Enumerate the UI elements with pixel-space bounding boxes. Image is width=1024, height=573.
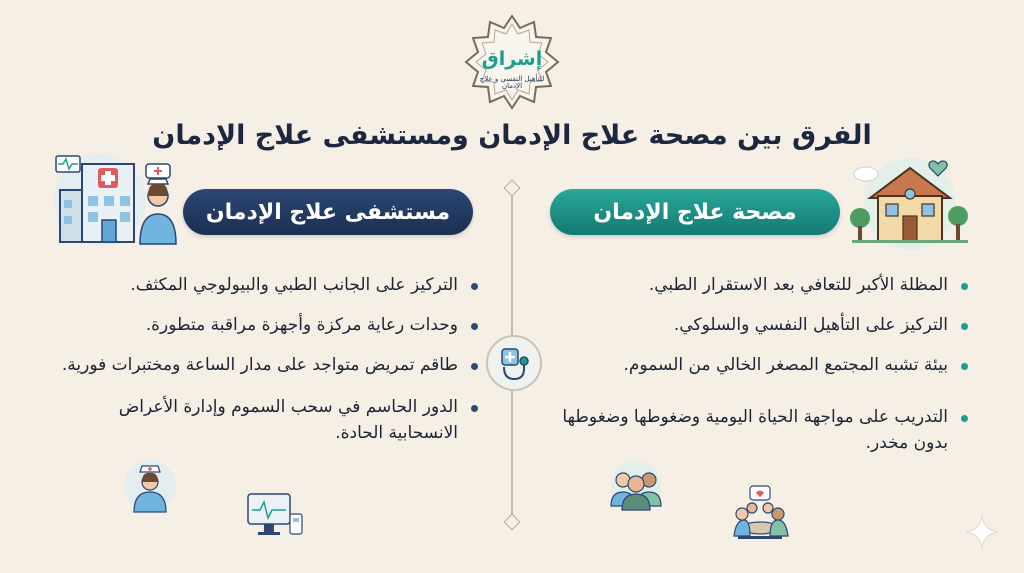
brand-logo xyxy=(462,12,562,112)
list-item: وحدات رعاية مركزة وأجهزة مراقبة متطورة. xyxy=(60,312,480,338)
logo-tagline: للتأهيل النفسي و علاج الإدمان xyxy=(479,75,545,90)
list-item: التدريب على مواجهة الحياة اليومية وضغوطها وضغوطها بدون مخدر. xyxy=(540,404,970,456)
list-item: التركيز على الجانب الطبي والبيولوجي المكثف. xyxy=(60,272,480,298)
monitor-icon xyxy=(246,492,304,542)
list-item: التركيز على التأهيل النفسي والسلوكي. xyxy=(540,312,970,338)
page-title: الفرق بين مصحة علاج الإدمان ومستشفى علاج الإدمان xyxy=(152,120,872,151)
hospital-list xyxy=(60,272,480,446)
list-item: طاقم تمريض متواجد على مدار الساعة ومختبرات فورية. xyxy=(60,352,480,378)
list-item: الدور الحاسم في سحب السموم وإدارة الأعراض الانسحابية الحادة. xyxy=(60,394,480,446)
list-item: المظلة الأكبر للتعافي بعد الاستقرار الطبي. xyxy=(540,272,970,298)
nurse-icon xyxy=(136,160,180,246)
list-item: بيئة تشبه المجتمع المصغر الخالي من السموم. xyxy=(540,352,970,378)
logo-brand-word: إشراق xyxy=(481,48,543,70)
clinic-list xyxy=(540,272,970,456)
clinic-header: مصحة علاج الإدمان xyxy=(550,189,840,235)
house-icon xyxy=(848,152,972,252)
nurse-icon xyxy=(124,458,176,514)
sparkle-icon xyxy=(964,514,1000,550)
divider-diamond-top xyxy=(504,180,521,197)
hospital-icon xyxy=(52,150,148,250)
stethoscope-icon xyxy=(486,335,542,391)
hospital-header: مستشفى علاج الإدمان xyxy=(183,189,473,235)
therapy-circle-icon xyxy=(728,484,792,546)
divider-diamond-bottom xyxy=(504,514,521,531)
group-icon xyxy=(603,460,669,512)
